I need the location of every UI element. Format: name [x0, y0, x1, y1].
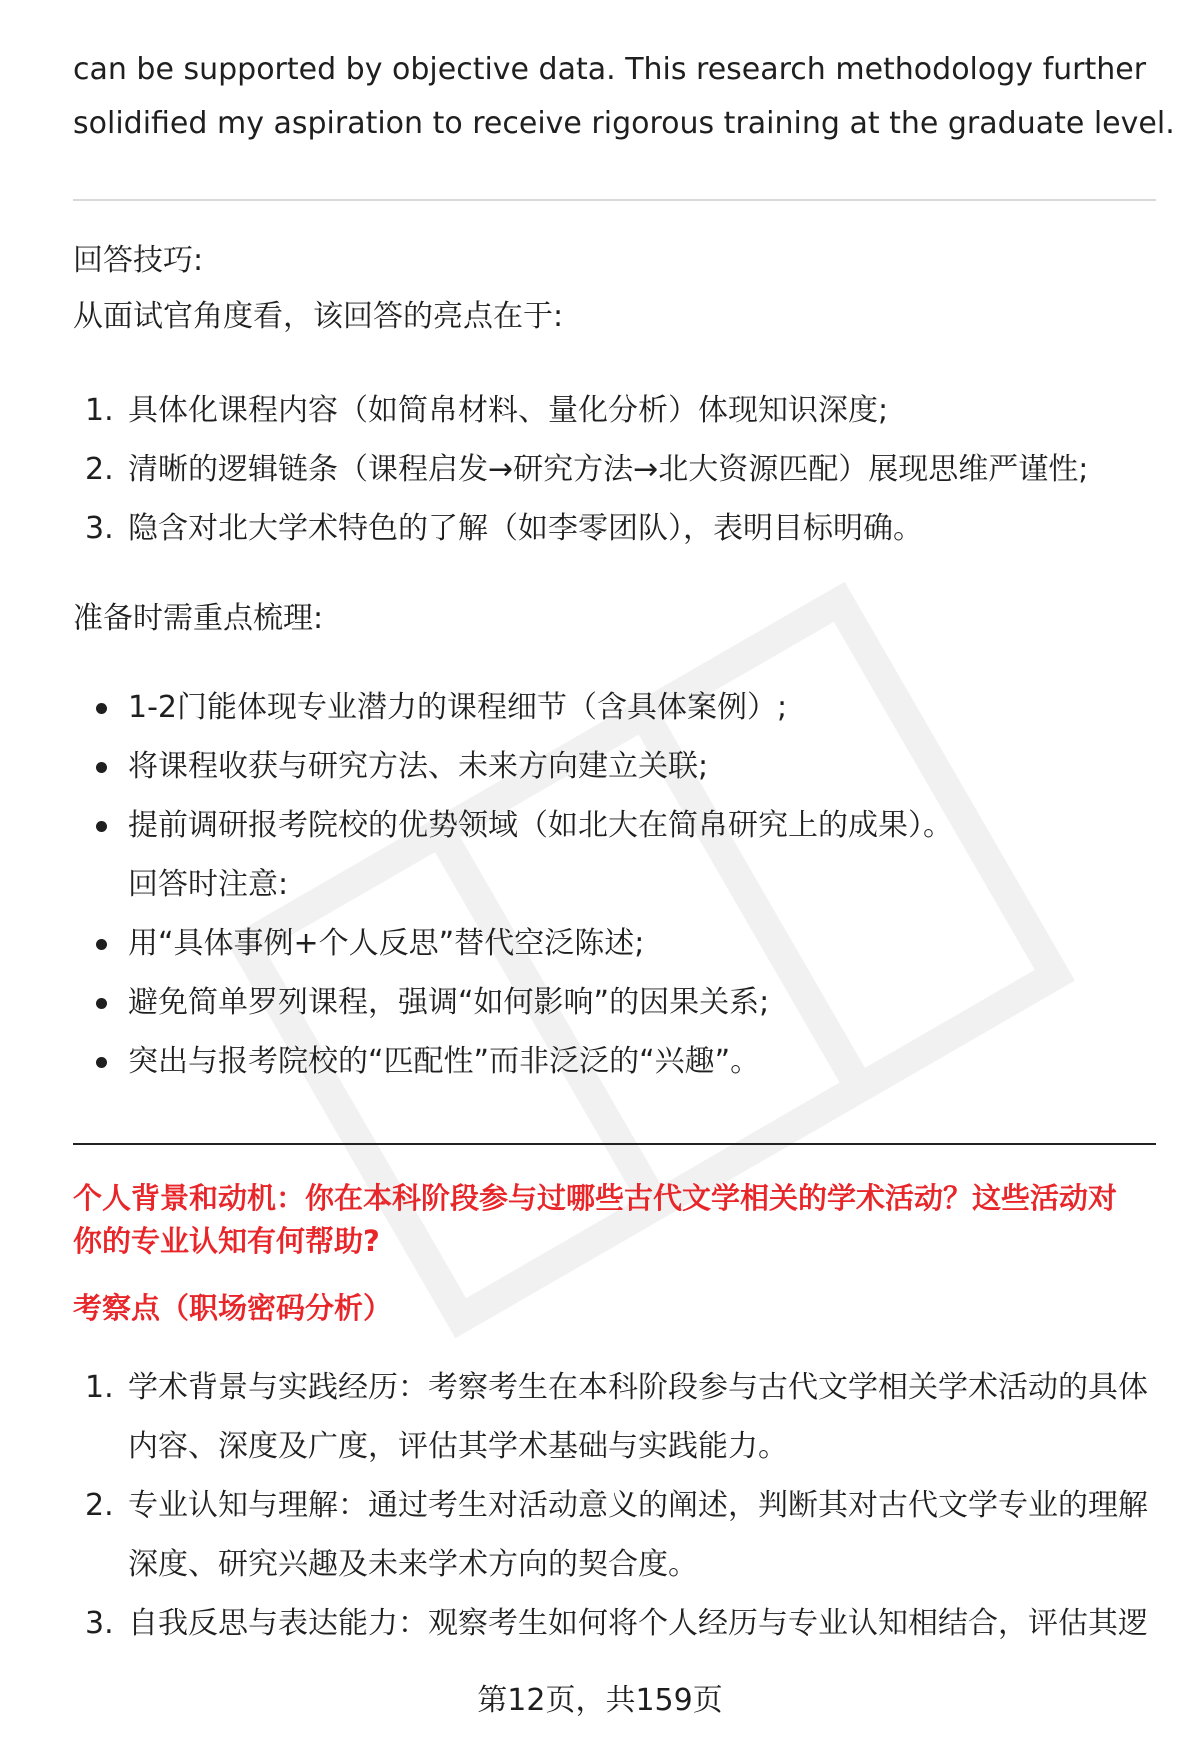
question-title: 你的专业认知有何帮助?: [73, 1224, 380, 1258]
bullet-dot: [96, 703, 107, 714]
bullet-dot: [96, 1057, 107, 1068]
list-number: 2.: [85, 1488, 114, 1523]
bullet-dot: [96, 998, 107, 1009]
list-item: 自我反思与表达能力：观察考生如何将个人经历与专业认知相结合，评估其逻: [128, 1606, 1148, 1641]
focus-heading: 考察点（职场密码分析）: [73, 1291, 393, 1325]
note-heading: 回答时注意:: [128, 867, 289, 902]
tips-heading: 回答技巧:: [73, 243, 204, 278]
section-divider: [73, 1143, 1156, 1145]
list-number: 3.: [85, 511, 114, 546]
tips-subheading: 从面试官角度看，该回答的亮点在于:: [73, 299, 564, 334]
list-item-continued: 内容、深度及广度，评估其学术基础与实践能力。: [128, 1429, 788, 1464]
page-footer: 第12页，共159页: [477, 1683, 723, 1718]
list-item: 清晰的逻辑链条（课程启发→研究方法→北大资源匹配）展现思维严谨性;: [128, 452, 1089, 487]
list-number: 2.: [85, 452, 114, 487]
list-item: 隐含对北大学术特色的了解（如李零团队），表明目标明确。: [128, 511, 923, 546]
list-item: 1-2门能体现专业潜力的课程细节（含具体案例）;: [128, 690, 788, 725]
intro-line: solidified my aspiration to receive rigorous training at the graduate level.: [73, 106, 1175, 141]
list-number: 1.: [85, 393, 114, 428]
question-title: 个人背景和动机：你在本科阶段参与过哪些古代文学相关的学术活动？这些活动对: [73, 1181, 1118, 1215]
list-item: 提前调研报考院校的优势领域（如北大在简帛研究上的成果）。: [128, 808, 953, 843]
list-item: 具体化课程内容（如简帛材料、量化分析）体现知识深度;: [128, 393, 889, 428]
list-number: 3.: [85, 1606, 114, 1641]
intro-line: can be supported by objective data. This research methodology further: [73, 52, 1147, 87]
list-number: 1.: [85, 1370, 114, 1405]
divider: [73, 199, 1156, 201]
bullet-dot: [96, 939, 107, 950]
list-item: 避免简单罗列课程，强调“如何影响”的因果关系;: [128, 985, 770, 1020]
prep-heading: 准备时需重点梳理:: [73, 601, 324, 636]
bullet-dot: [96, 821, 107, 832]
list-item-continued: 深度、研究兴趣及未来学术方向的契合度。: [128, 1547, 698, 1582]
list-item: 学术背景与实践经历：考察考生在本科阶段参与古代文学相关学术活动的具体: [128, 1370, 1148, 1405]
list-item: 突出与报考院校的“匹配性”而非泛泛的“兴趣”。: [128, 1044, 761, 1079]
list-item: 专业认知与理解：通过考生对活动意义的阐述，判断其对古代文学专业的理解: [128, 1488, 1148, 1523]
list-item: 用“具体事例+个人反思”替代空泛陈述;: [128, 926, 645, 961]
bullet-dot: [96, 762, 107, 773]
list-item: 将课程收获与研究方法、未来方向建立关联;: [128, 749, 709, 784]
